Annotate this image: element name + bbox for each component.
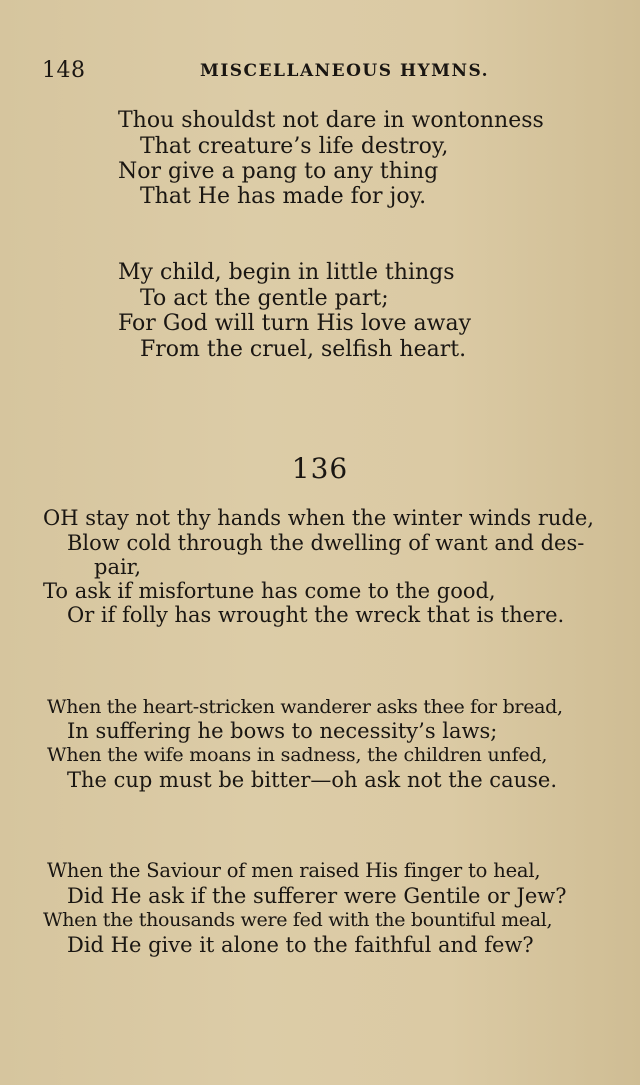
verse-line: Did He give it alone to the faithful and few? — [67, 933, 534, 957]
verse-line: Blow cold through the dwelling of want and des- — [67, 531, 585, 555]
verse-line: When the heart-stricken wanderer asks thee for bread, — [47, 696, 563, 718]
verse-line: Or if folly has wrought the wreck that is there. — [67, 603, 565, 627]
verse-line: That He has made for joy. — [140, 184, 427, 209]
verse-line: When the thousands were fed with the bountiful meal, — [43, 909, 553, 931]
verse-line: Nor give a pang to any thing — [118, 159, 439, 184]
running-head: MISCELLANEOUS HYMNS. — [200, 61, 490, 81]
verse-line: My child, begin in little things — [118, 260, 455, 285]
page-number: 148 — [42, 58, 86, 83]
verse-line: For God will turn His love away — [118, 311, 472, 336]
verse-line: The cup must be bitter—oh ask not the cause. — [67, 768, 557, 792]
verse-line: pair, — [94, 555, 142, 579]
verse-line: That creature’s life destroy, — [140, 134, 449, 159]
verse-line: To act the gentle part; — [140, 286, 389, 311]
verse-line: When the Saviour of men raised His finger to heal, — [47, 859, 541, 882]
verse-line: From the cruel, selfish heart. — [140, 337, 467, 362]
hymn-number: 136 — [291, 452, 349, 485]
verse-line: Thou shouldst not dare in wontonness — [118, 108, 544, 133]
verse-line: When the wife moans in sadness, the children unfed, — [47, 744, 548, 766]
verse-line: Did He ask if the sufferer were Gentile or Jew? — [67, 884, 567, 908]
verse-line: To ask if misfortune has come to the good, — [43, 579, 496, 603]
page-header — [40, 58, 600, 88]
verse-line: In suffering he bows to necessity’s laws; — [67, 719, 498, 743]
verse-line: OH stay not thy hands when the winter winds rude, — [43, 506, 594, 530]
